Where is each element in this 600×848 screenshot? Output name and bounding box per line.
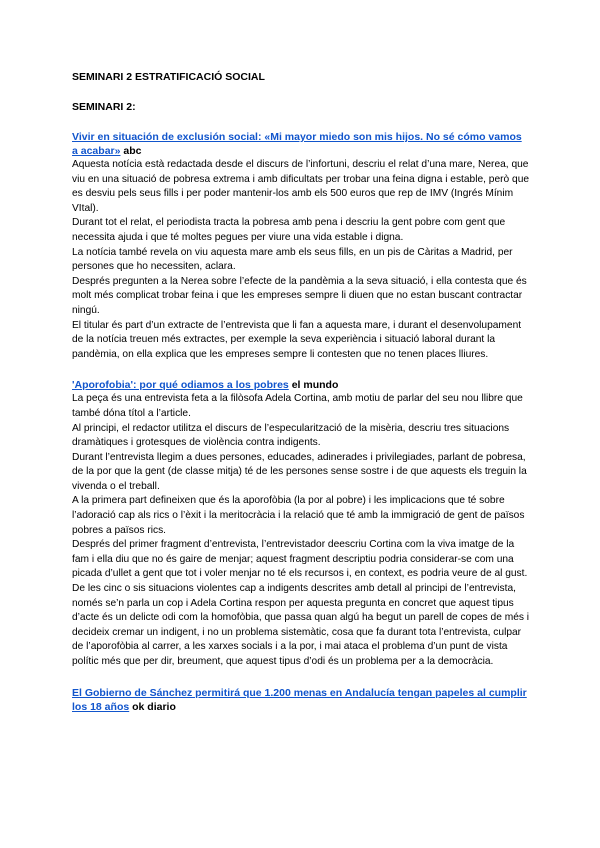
- document-page: [72, 70, 530, 714]
- article-aporofobia: [72, 378, 530, 669]
- article-link[interactable]: Vivir en situación de exclusión social: «Mi mayor miedo son mis hijos. No sé cómo vamos a acabar»: [72, 131, 522, 157]
- article-source: abc: [123, 145, 142, 157]
- article-source: el mundo: [291, 379, 339, 392]
- article-heading: [72, 378, 530, 392]
- paragraph: Després del primer fragment d’entrevista, l’entrevistador deescriu Cortina com la viva imatge de la fam i ella diu que no és gaire de menjar; aquest fragment descriptiu podria considerar-se com una picada d’ullet a gent que tot i voler menjar no té els recursos i, en context, es podria veure de al gust.: [72, 539, 528, 580]
- article-heading: [72, 130, 530, 158]
- article-exclusion: [72, 130, 530, 362]
- paragraph: Aquesta notícia està redactada desde el discurs de l’infortuni, descriu el relat d’una mare, Nerea, que viu en una situació de pobresa extrema i amb dificultats per trobar una feina digna i estable, però que es desviu pels seus fills i per poder mantenir-los amb els 500 euros que rep de IMV (Ingrés Mínim VItal).: [72, 159, 530, 214]
- paragraph: A la primera part defineixen que és la aporofòbia (la por al pobre) i les implicacions que té sobre l’adoració cap als rics o l’èxit i la meritocràcia i la relació que té amb la immigració de gent de països pobres a països rics.: [72, 495, 525, 536]
- paragraph: La notícia també revela on viu aquesta mare amb els seus fills, en un pis de Càritas a Madrid, per persones que ho necessiten, aclara.: [72, 246, 513, 273]
- article-link[interactable]: 'Aporofobia': por qué odiamos a los pobres: [72, 379, 289, 392]
- paragraph: Durant l’entrevista llegim a dues persones, educades, adinerades i privilegiades, parlant de pobresa, de la por que la gent (de classe mitja) té de les persones sense sostre i de que aquests els treguin la vivenda o el treball.: [72, 451, 527, 492]
- article-heading: [72, 686, 530, 714]
- paragraph: Al principi, el redactor utilitza el discurs de l’especularització de la misèria, descriu tres situacions dramàtiques i grotesques de violència contra indigents.: [72, 422, 510, 449]
- paragraph: Durant tot el relat, el periodista tracta la pobresa amb pena i descriu la gent pobre com gent que necessita ajuda i que té moltes pegues per viure una vida estable i digna.: [72, 217, 506, 243]
- paragraph: El titular és part d’un extracte de l’entrevista que li fan a aquesta mare, i durant el desenvolupament de la notícia treuen més extractes, per exemple la seva experiència i situació laboral durant la pandèmia, on ella explica que les empreses sempre li contesten que no tenen places lliures.: [72, 319, 522, 360]
- article-menas: [72, 686, 530, 714]
- document-title: SEMINARI 2 ESTRATIFICACIÓ SOCIAL: [72, 71, 265, 83]
- document-subtitle: SEMINARI 2:: [72, 101, 136, 113]
- article-link[interactable]: El Gobierno de Sánchez permitirá que 1.200 menas en Andalucía tengan papeles al cumplir los 18 años: [72, 686, 527, 713]
- article-source: ok diario: [132, 700, 176, 713]
- paragraph: La peça és una entrevista feta a la filòsofa Adela Cortina, amb motiu de parlar del seu nou llibre que també dóna títol a l’article.: [72, 393, 523, 419]
- paragraph: Després pregunten a la Nerea sobre l’efecte de la pandèmia a la seva situació, i ella contesta que és molt més complicat trobar feina i que les empreses sempre li diuen que no estan buscant contractar ningú.: [72, 275, 527, 316]
- paragraph: De les cinc o sis situacions violentes cap a indigents descrites amb detall al principi de l’entrevista, només se’n parla un cop i Adela Cortina respon per aquesta pregunta en concret que aquest tipus d’acte és un delicte odi com la homofòbia, que passa quan algú ha begut un parell de copes de més i decideix cremar un indigent, i no un problema sistemàtic, cosa que fa durant tota l’entrevista, culpar de l’aporofòbia al carrer, a les xarxes socials i a la por, i mai ataca el problema d’un punt de vista polític més que per dir, breument, que aquest tipus d’odi és un problema per a la democràcia.: [72, 583, 530, 667]
